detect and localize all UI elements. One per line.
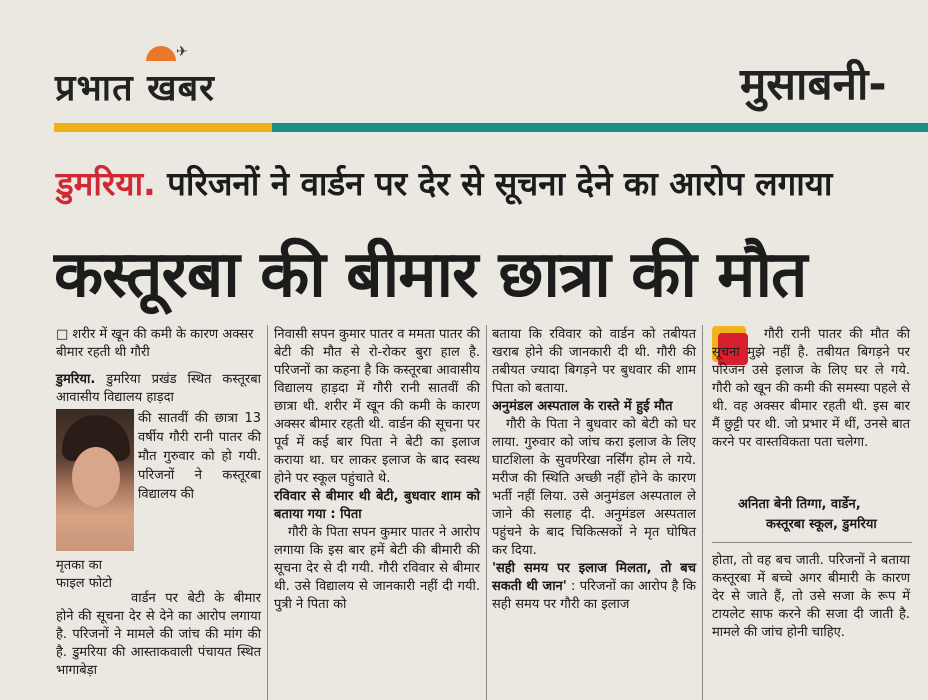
yellow-band [54,123,272,132]
edition-place: मुसाबनी- [740,59,887,110]
logo-sun-icon [146,46,176,61]
column-3-text: : परिजनों का आरोप है कि सही समय पर गौरी का इलाज [492,579,697,612]
column-2-para: निवासी सपन कुमार पातर व ममता पातर की बेटी की मौत से रो-रोकर बुरा हाल है. परिजनों का कहना है कि कस्तूरबा आवासीय विद्यालय हाड़दा में गौरी रानी सातवीं की छात्रा थी. शरीर में खून की कमी के कारण अक्सर बीमार रहती थी. वार्डन की सूचना पर पूर्व में कई बार पिता ने बेटी का इलाज कराया था. घर लाकर इलाज के बाद स्वस्थ होने पर स्कूल पहुंचाते थे. [274,327,480,486]
column-2 [274,326,480,614]
logo-bird-icon: ✈ [176,44,188,60]
quote-box-rule [712,542,912,543]
quote-subheading: 'सही समय पर इलाज मिलता, तो बच सकती थी जान' [492,561,696,594]
summary-text: शरीर में खून की कमी के कारण अक्सर बीमार रहती थी गौरी [56,327,254,360]
bullet-icon: □ [56,327,73,342]
column-divider [702,325,703,700]
dateline: डुमरिया. [56,372,96,387]
column-2-para: गौरी के पिता सपन कुमार पातर ने आरोप लगाया कि इस बार हमें बेटी की बीमारी की सूचना देर से दी गयी. गौरी रविवार से बीमार थी. उसे विद्यालय से जानकारी नहीं दी गयी. पुत्री ने पिता को [274,525,480,612]
photo-face [72,447,120,507]
column-1-wrap-text: की सातवीं की छात्रा 13 वर्षीय गौरी रानी पातर की मौत गुरुवार को हो गयी. परिजनों ने कस्तूरबा विद्यालय की [138,411,261,502]
newspaper-logo: प्रभात खबर [55,68,215,109]
subheading: अनुमंडल अस्पताल के रास्ते में हुई मौत [492,399,673,414]
quote-attribution-place: कस्तूरबा स्कूल, डुमरिया [766,517,877,532]
column-3-para [492,560,696,614]
photo-caption: मृतका का फाइल फोटो [56,558,113,591]
kicker [56,160,832,205]
column-3-para: बताया कि रविवार को वार्डन को तबीयत खराब होने की जानकारी दी थी. गौरी की तबीयत ज्यादा बिगड़ने पर बुधवार की शाम पिता को बताया. [492,327,696,396]
victim-photo [56,409,134,551]
column-4-para: होता, तो वह बच जाती. परिजनों ने बताया कस्तूरबा में बच्चे अगर बीमारी के कारण देर से जाते हैं, तो उसे सजा के रूप में टायलेट साफ करने की सजा दी जाती है. मामले की जांच होनी चाहिए. [712,553,910,640]
teal-band [272,123,928,132]
column-1-lead [56,371,261,407]
column-3-para: गौरी के पिता ने बुधवार को बेटी को घर लाया. गुरुवार को जांच करा इलाज के लिए घाटशिला के सुवर्णरेखा नर्सिंग होम ले गये. मरीज की स्थिति अच्छी नहीं होने के कारण भर्ती नहीं लिया. उसे अनुमंडल अस्पताल ले जाने की सलाह दी. अनुमंडल अस्पताल पहुंचने के बाद चिकित्सकों ने मृत घोषित कर दिया. [492,417,696,558]
column-divider [267,325,268,700]
column-divider [486,325,487,700]
kicker-text: परिजनों ने वार्डन पर देर से सूचना देने का आरोप लगाया [167,164,833,203]
column-3 [492,326,696,614]
subheading: रविवार से बीमार थी बेटी, बुधवार शाम को बताया गया : पिता [274,489,480,522]
kicker-place: डुमरिया. [56,164,156,203]
warden-quote [712,326,910,452]
column-1-continued: वार्डन पर बेटी के बीमार होने की सूचना देर से देने का आरोप लगाया है. परिजनों ने मामले की जांच की मांग की है. डुमरिया की आस्ताकवाली पंचायत स्थित भागाबेड़ा [56,591,261,678]
quote-attribution-name: अनिता बेनी तिग्गा, वार्डेन, [738,497,861,512]
warden-quote-text: गौरी रानी पातर की मौत की सूचना मुझे नहीं है. तबीयत बिगड़ने पर परिजन उसे इलाज के लिए घर ले गये. गौरी को खून की कमी की समस्या पहले से थी. वह अक्सर बीमार रहती थी. इस बार मैं छुट्टी पर थी. जो प्रभार में थीं, उनसे बात करने पर वास्तविकता पता चलेगा. [712,327,910,450]
lead-text: डुमरिया प्रखंड स्थित कस्तूरबा आवासीय विद्यालय हाड़दा [56,372,261,405]
headline: कस्तूरबा की बीमार छात्रा की मौत [54,238,807,312]
summary-point [56,326,261,362]
